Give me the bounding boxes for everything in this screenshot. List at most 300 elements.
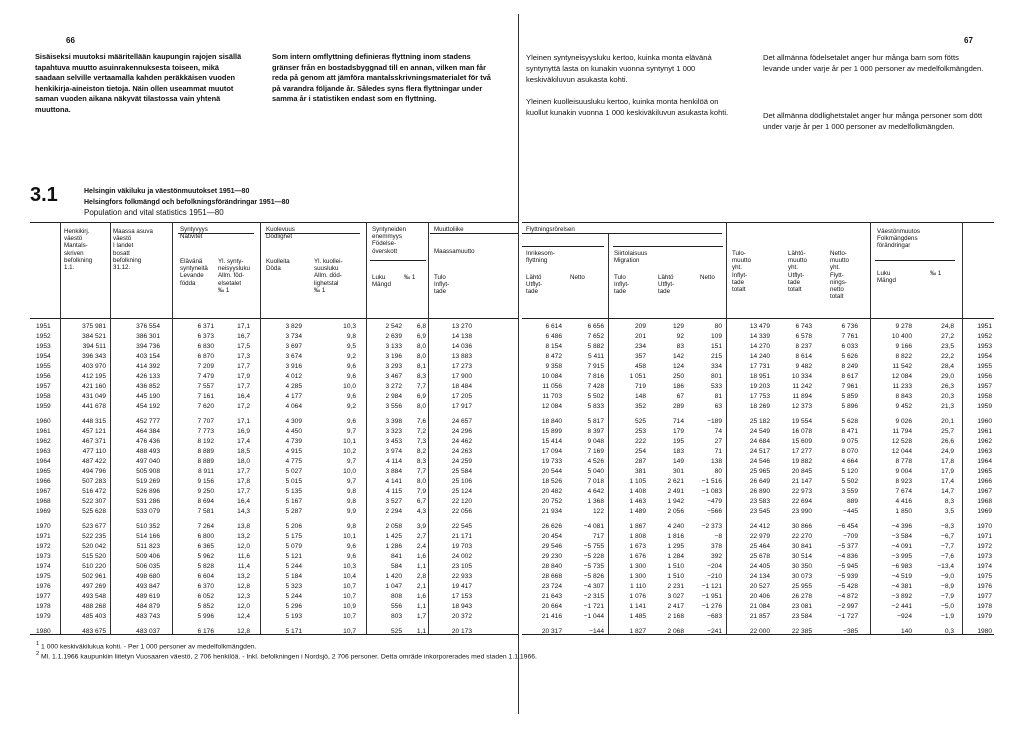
table-cell: 484 879: [136, 603, 160, 610]
table-cell: 17 205: [451, 393, 472, 400]
table-cell: 12,0: [237, 543, 250, 550]
table-cell: 20 317: [541, 628, 562, 635]
table-cell: −3 584: [891, 533, 912, 540]
table-cell: 24,8: [941, 323, 954, 330]
table-cell: −4 307: [583, 583, 604, 590]
table-cell: 1 510: [667, 573, 684, 580]
table-cell: 21 643: [541, 593, 562, 600]
table-cell: 10,7: [343, 583, 356, 590]
table-cell: 8 192: [197, 438, 214, 445]
table-cell: 7 264: [197, 523, 214, 530]
header-domestic-out: Lähtö Utflyt- tade: [526, 274, 543, 296]
table-cell: 5 175: [285, 533, 302, 540]
table-cell: 186: [672, 383, 684, 390]
table-cell: 140: [900, 628, 912, 635]
table-cell: 12,8: [237, 628, 250, 635]
row-year: 1968: [36, 498, 51, 505]
table-cell: 24 517: [749, 448, 770, 455]
table-cell: 509 406: [136, 553, 160, 560]
table-cell: 4 114: [385, 458, 402, 465]
table-cell: 2 058: [385, 523, 402, 530]
table-cell: 19 882: [791, 458, 812, 465]
table-cell: 719: [634, 383, 646, 390]
table-cell: 12,0: [237, 603, 250, 610]
table-row: [0, 402, 1023, 412]
table-cell: 1 105: [629, 478, 646, 485]
table-cell: −5 945: [837, 563, 858, 570]
table-cell: −1 721: [583, 603, 604, 610]
table-row: [0, 467, 1023, 477]
table-cell: 29 230: [541, 553, 562, 560]
table-cell: 5 121: [285, 553, 302, 560]
footnote-2: [36, 650, 656, 662]
table-cell: −5 377: [837, 543, 858, 550]
table-title-fi: Helsingin väkiluku ja väestönmuutokset 1951—80: [84, 188, 250, 195]
table-cell: 9,8: [346, 488, 356, 495]
table-number: 3.1: [30, 184, 58, 206]
table-cell: 10,0: [343, 383, 356, 390]
table-cell: 5 626: [841, 353, 858, 360]
table-cell: 5 171: [285, 628, 302, 635]
table-cell: 20 482: [541, 488, 562, 495]
table-cell: 510 352: [136, 523, 160, 530]
row-year-right: 1976: [977, 583, 992, 590]
table-cell: 209: [634, 323, 646, 330]
header-emigration: Siirtolaisuus Migration: [614, 250, 648, 265]
table-cell: 21 147: [791, 478, 812, 485]
table-cell: 441 678: [82, 403, 106, 410]
table-cell: 17 153: [451, 593, 472, 600]
row-year: 1963: [36, 448, 51, 455]
table-cell: 8 397: [587, 428, 604, 435]
header-change-number: Luku Mängd: [877, 270, 896, 285]
table-cell: 16,9: [237, 428, 250, 435]
table-cell: 525: [390, 628, 402, 635]
row-year: 1969: [36, 508, 51, 515]
header-births: Syntyvyys Nativitet: [180, 226, 208, 241]
table-cell: 24 657: [451, 418, 472, 425]
table-cell: 1 076: [629, 593, 646, 600]
table-cell: 8,1: [416, 363, 426, 370]
table-cell: −2 373: [701, 523, 722, 530]
table-cell: 16,7: [237, 333, 250, 340]
table-cell: 24 546: [749, 458, 770, 465]
header-natural-rate: ‰ 1: [404, 274, 416, 281]
table-cell: 7,9: [416, 488, 426, 495]
table-cell: 467 371: [82, 438, 106, 445]
table-cell: 3 697: [285, 343, 302, 350]
table-cell: 142: [672, 353, 684, 360]
table-cell: 1 489: [629, 508, 646, 515]
table-cell: 14 270: [749, 343, 770, 350]
table-cell: 9 358: [545, 363, 562, 370]
table-cell: 17 273: [451, 363, 472, 370]
table-cell: 222: [634, 438, 646, 445]
table-cell: 22 545: [451, 523, 472, 530]
table-row: [0, 322, 1023, 332]
table-cell: 516 472: [82, 488, 106, 495]
table-cell: −4 081: [583, 523, 604, 530]
table-cell: 26 278: [791, 593, 812, 600]
table-cell: −5 826: [583, 573, 604, 580]
natural-group-rule: [370, 260, 426, 261]
table-cell: 6,9: [416, 333, 426, 340]
table-cell: 17 917: [451, 403, 472, 410]
table-cell: 4 664: [841, 458, 858, 465]
table-cell: 5 244: [285, 593, 302, 600]
row-year-right: 1962: [977, 438, 992, 445]
table-cell: 9,2: [346, 403, 356, 410]
table-cell: −241: [707, 628, 722, 635]
table-cell: 394 736: [136, 343, 160, 350]
table-cell: 11,4: [237, 563, 250, 570]
table-cell: 20 454: [541, 533, 562, 540]
table-cell: 7 161: [197, 393, 214, 400]
table-cell: 8 843: [895, 393, 912, 400]
table-cell: 17 731: [749, 363, 770, 370]
table-cell: 301: [672, 468, 684, 475]
table-cell: 17,7: [237, 488, 250, 495]
table-cell: 1,1: [416, 603, 426, 610]
table-cell: 5 852: [197, 603, 214, 610]
intro-text-fi: Sisäiseksi muutoksi määritellään kaupungin rajojen sisällä tapahtuva muutto asuinrakennuksesta toiseen, mikä saadaan selville vertaamalla kahden peräkkäisen vuoden henkikirja-aineiston tietoja. Näin ollen useammat muutot saman vuoden aikana näkyvät tilastossa vain yhtenä muuttona.: [35, 52, 242, 114]
table-cell: 1 051: [629, 373, 646, 380]
table-cell: 3 272: [385, 383, 402, 390]
table-cell: 841: [390, 553, 402, 560]
table-cell: 520 042: [82, 543, 106, 550]
table-cell: 1 408: [629, 488, 646, 495]
table-cell: 7 816: [587, 373, 604, 380]
header-dead: Kuolleita Döda: [266, 258, 290, 273]
table-cell: 556: [390, 603, 402, 610]
header-total-out: Lähtö- muutto yht. Utflyt- tade totalt: [788, 250, 807, 294]
intro-text-r4: Det allmänna dödlighetstalet anger hur många personer som dött under varje år per 1 000 personer av medelfolkmängden.: [763, 111, 983, 131]
row-year: 1977: [36, 593, 51, 600]
table-cell: 19 733: [541, 458, 562, 465]
table-cell: 23 545: [749, 508, 770, 515]
row-year-right: 1954: [977, 353, 992, 360]
table-cell: 2,4: [416, 543, 426, 550]
table-cell: 9 026: [895, 418, 912, 425]
table-row: [0, 447, 1023, 457]
table-cell: 13 479: [749, 323, 770, 330]
table-cell: 5 817: [587, 418, 604, 425]
table-cell: 6 371: [197, 323, 214, 330]
table-cell: 1 368: [587, 498, 604, 505]
table-cell: −2 441: [891, 603, 912, 610]
table-cell: −1,9: [940, 613, 954, 620]
row-year: 1970: [36, 523, 51, 530]
table-cell: 6,7: [416, 498, 426, 505]
table-cell: 3 556: [385, 403, 402, 410]
header-flyttning: Flyttningsrörelsen: [526, 226, 575, 233]
table-cell: 3 323: [385, 428, 402, 435]
table-cell: 9 166: [895, 343, 912, 350]
table-cell: 6 365: [197, 543, 214, 550]
row-year: 1956: [36, 373, 51, 380]
table-cell: 1,6: [416, 593, 426, 600]
table-cell: 17 277: [791, 448, 812, 455]
table-cell: 4 450: [285, 428, 302, 435]
table-cell: 7 707: [197, 418, 214, 425]
table-cell: 8 614: [795, 353, 812, 360]
row-year-right: 1957: [977, 383, 992, 390]
table-cell: 2 168: [667, 613, 684, 620]
table-cell: 1 425: [385, 533, 402, 540]
table-cell: 17,7: [237, 383, 250, 390]
table-cell: 17,1: [237, 418, 250, 425]
row-year-right: 1975: [977, 573, 992, 580]
table-cell: 10,4: [343, 573, 356, 580]
table-cell: 4 915: [285, 448, 302, 455]
table-cell: −8,3: [940, 523, 954, 530]
table-cell: 3 829: [285, 323, 302, 330]
table-cell: 7 209: [197, 363, 214, 370]
table-cell: 22 933: [451, 573, 472, 580]
table-cell: 25,7: [941, 428, 954, 435]
table-row: [0, 477, 1023, 487]
table-cell: 8,0: [416, 343, 426, 350]
table-cell: 1 284: [667, 553, 684, 560]
table-cell: 30 841: [791, 543, 812, 550]
header-domestic-net: Netto: [570, 274, 585, 281]
table-cell: 25 955: [791, 583, 812, 590]
table-cell: −13,4: [937, 563, 954, 570]
table-cell: 4 177: [285, 393, 302, 400]
table-cell: 10,7: [343, 593, 356, 600]
table-cell: 24 412: [749, 523, 770, 530]
table-cell: 9,9: [346, 508, 356, 515]
table-cell: 13,2: [237, 573, 250, 580]
table-row: [0, 392, 1023, 402]
row-year: 1967: [36, 488, 51, 495]
table-cell: 3 734: [285, 333, 302, 340]
table-cell: 6 176: [197, 628, 214, 635]
table-cell: 17,9: [237, 373, 250, 380]
table-cell: 4 309: [285, 418, 302, 425]
table-cell: 26 649: [749, 478, 770, 485]
row-year: 1960: [36, 418, 51, 425]
table-cell: 253: [634, 428, 646, 435]
table-cell: −4 519: [891, 573, 912, 580]
table-cell: −385: [843, 628, 858, 635]
table-cell: 483 037: [136, 628, 160, 635]
table-cell: 10,3: [343, 563, 356, 570]
table-cell: 17,8: [237, 478, 250, 485]
table-cell: 22 120: [451, 498, 472, 505]
table-cell: 12 084: [541, 403, 562, 410]
table-cell: 1 816: [667, 533, 684, 540]
row-year: 1955: [36, 363, 51, 370]
table-cell: 334: [710, 363, 722, 370]
table-cell: 20 372: [451, 613, 472, 620]
table-cell: 0,3: [944, 628, 954, 635]
table-cell: 10,7: [343, 628, 356, 635]
table-cell: 9,6: [346, 393, 356, 400]
row-year-right: 1979: [977, 613, 992, 620]
row-year: 1978: [36, 603, 51, 610]
table-cell: 1 300: [629, 563, 646, 570]
table-cell: 24 405: [749, 563, 770, 570]
row-year: 1971: [36, 533, 51, 540]
table-cell: 7,2: [416, 428, 426, 435]
table-cell: 26 626: [541, 523, 562, 530]
table-cell: 9,8: [346, 523, 356, 530]
table-cell: 9,7: [346, 428, 356, 435]
table-cell: 3 398: [385, 418, 402, 425]
table-cell: 1 141: [629, 603, 646, 610]
table-cell: 531 286: [136, 498, 160, 505]
row-year-right: 1977: [977, 593, 992, 600]
table-cell: 24 684: [749, 438, 770, 445]
table-cell: 394 511: [82, 343, 106, 350]
table-cell: 8,3: [416, 373, 426, 380]
row-year-right: 1978: [977, 603, 992, 610]
table-cell: −204: [707, 563, 722, 570]
table-cell: −5 735: [583, 563, 604, 570]
table-cell: 28 668: [541, 573, 562, 580]
table-cell: 179: [672, 428, 684, 435]
table-cell: 4 642: [587, 488, 604, 495]
table-cell: 25 106: [451, 478, 472, 485]
table-cell: 27,2: [941, 333, 954, 340]
row-year-right: 1964: [977, 458, 992, 465]
table-cell: 63: [714, 403, 722, 410]
table-cell: 8,3: [944, 498, 954, 505]
row-year-right: 1956: [977, 373, 992, 380]
table-cell: 11,6: [237, 553, 250, 560]
row-year-right: 1971: [977, 533, 992, 540]
row-year: 1953: [36, 343, 51, 350]
table-cell: 15 414: [541, 438, 562, 445]
table-cell: 22,2: [941, 353, 954, 360]
table-cell: 431 049: [82, 393, 106, 400]
header-death-rate: Yl. kuollei- suusluku Allm. död- lighetstal ‰ 1: [314, 258, 343, 294]
table-cell: 352: [634, 403, 646, 410]
table-cell: 7 652: [587, 333, 604, 340]
row-year-right: 1965: [977, 468, 992, 475]
table-cell: 5 079: [285, 543, 302, 550]
header-emig-net: Netto: [700, 274, 715, 281]
table-cell: 384 521: [82, 333, 106, 340]
table-cell: 12 044: [891, 448, 912, 455]
table-cell: 403 970: [82, 363, 106, 370]
table-cell: 24 462: [451, 438, 472, 445]
table-cell: 5 135: [285, 488, 302, 495]
table-cell: 5 411: [587, 353, 604, 360]
table-cell: 24 002: [451, 553, 472, 560]
table-cell: 584: [390, 563, 402, 570]
table-cell: 83: [676, 343, 684, 350]
table-row: [0, 552, 1023, 562]
table-cell: 289: [672, 403, 684, 410]
table-cell: 1 867: [629, 523, 646, 530]
table-cell: 8,0: [416, 403, 426, 410]
table-cell: 6 373: [197, 333, 214, 340]
table-cell: 25 182: [749, 418, 770, 425]
header-bottom-rule-right: [522, 318, 994, 319]
footnote-2-mark: 2: [36, 651, 40, 657]
table-cell: 23 105: [451, 563, 472, 570]
table-cell: 7 581: [197, 508, 214, 515]
table-cell: 8,3: [416, 458, 426, 465]
table-cell: −7,6: [940, 553, 954, 560]
table-cell: 28,4: [941, 363, 954, 370]
table-cell: 22 056: [451, 508, 472, 515]
table-cell: 3 027: [667, 593, 684, 600]
table-cell: 18 951: [749, 373, 770, 380]
table-title-en: Population and vital statistics 1951—80: [84, 208, 224, 217]
table-cell: 10 400: [891, 333, 912, 340]
table-cell: 3 467: [385, 373, 402, 380]
table-cell: 17,5: [237, 343, 250, 350]
table-cell: 11 242: [792, 383, 812, 390]
table-cell: 445 190: [136, 393, 160, 400]
table-cell: 386 301: [136, 333, 160, 340]
table-cell: 23 584: [791, 613, 812, 620]
table-cell: 11 542: [892, 363, 912, 370]
table-cell: −4 872: [837, 593, 858, 600]
row-year: 1980: [36, 628, 51, 635]
table-cell: 9,8: [346, 498, 356, 505]
table-cell: 498 680: [136, 573, 160, 580]
header-in-migrants: Tulo Inflyt- tade: [434, 274, 450, 296]
table-cell: 25 464: [749, 543, 770, 550]
table-cell: 16 078: [791, 428, 812, 435]
intro-text-r1: Yleinen syntyneisyysluku kertoo, kuinka monta eläväná syntynyttä lasta on kunakin vuonna syntynyt 1 000 keskiväkiluvun asukasta kohti.: [526, 53, 712, 84]
table-cell: 24 263: [451, 448, 472, 455]
intro-text-r2: Det allmänna födelsetalet anger hur många barn som fötts levande under varje år per 1 000 personer av medelfolkmängden.: [763, 53, 984, 73]
table-cell: −6 983: [891, 563, 912, 570]
table-cell: 7 018: [587, 478, 604, 485]
table-cell: 7 915: [587, 363, 604, 370]
row-year: 1975: [36, 573, 51, 580]
table-cell: 25 584: [451, 468, 472, 475]
table-cell: 4 064: [285, 403, 302, 410]
table-cell: 129: [672, 323, 684, 330]
table-cell: 801: [710, 373, 722, 380]
table-cell: 6 052: [197, 593, 214, 600]
table-cell: 8 822: [895, 353, 912, 360]
table-cell: 7,7: [416, 383, 426, 390]
table-cell: 414 392: [136, 363, 160, 370]
table-cell: 7,3: [416, 438, 426, 445]
header-bottom-rule-left: [30, 318, 518, 319]
row-year-right: 1963: [977, 448, 992, 455]
table-cell: 1 300: [629, 573, 646, 580]
table-cell: 6 578: [795, 333, 812, 340]
table-cell: 4 739: [285, 438, 302, 445]
table-row: [0, 487, 1023, 497]
table-cell: 7,7: [416, 468, 426, 475]
table-row: [0, 572, 1023, 582]
table-cell: 9,7: [346, 478, 356, 485]
table-cell: 24,9: [941, 448, 954, 455]
table-cell: 14 036: [451, 343, 472, 350]
table-cell: 8 249: [841, 363, 858, 370]
row-year-right: 1955: [977, 363, 992, 370]
table-cell: 803: [390, 613, 402, 620]
table-cell: 19 703: [451, 543, 472, 550]
table-cell: 12,4: [237, 613, 250, 620]
row-year-right: 1973: [977, 553, 992, 560]
table-title-sv: Helsingfors folkmängd och befolkningsförändringar 1951—80: [84, 199, 290, 206]
table-cell: 1,6: [416, 553, 426, 560]
row-year-right: 1960: [977, 418, 992, 425]
row-year: 1966: [36, 478, 51, 485]
table-cell: −8: [714, 533, 722, 540]
table-cell: −1 727: [837, 613, 858, 620]
